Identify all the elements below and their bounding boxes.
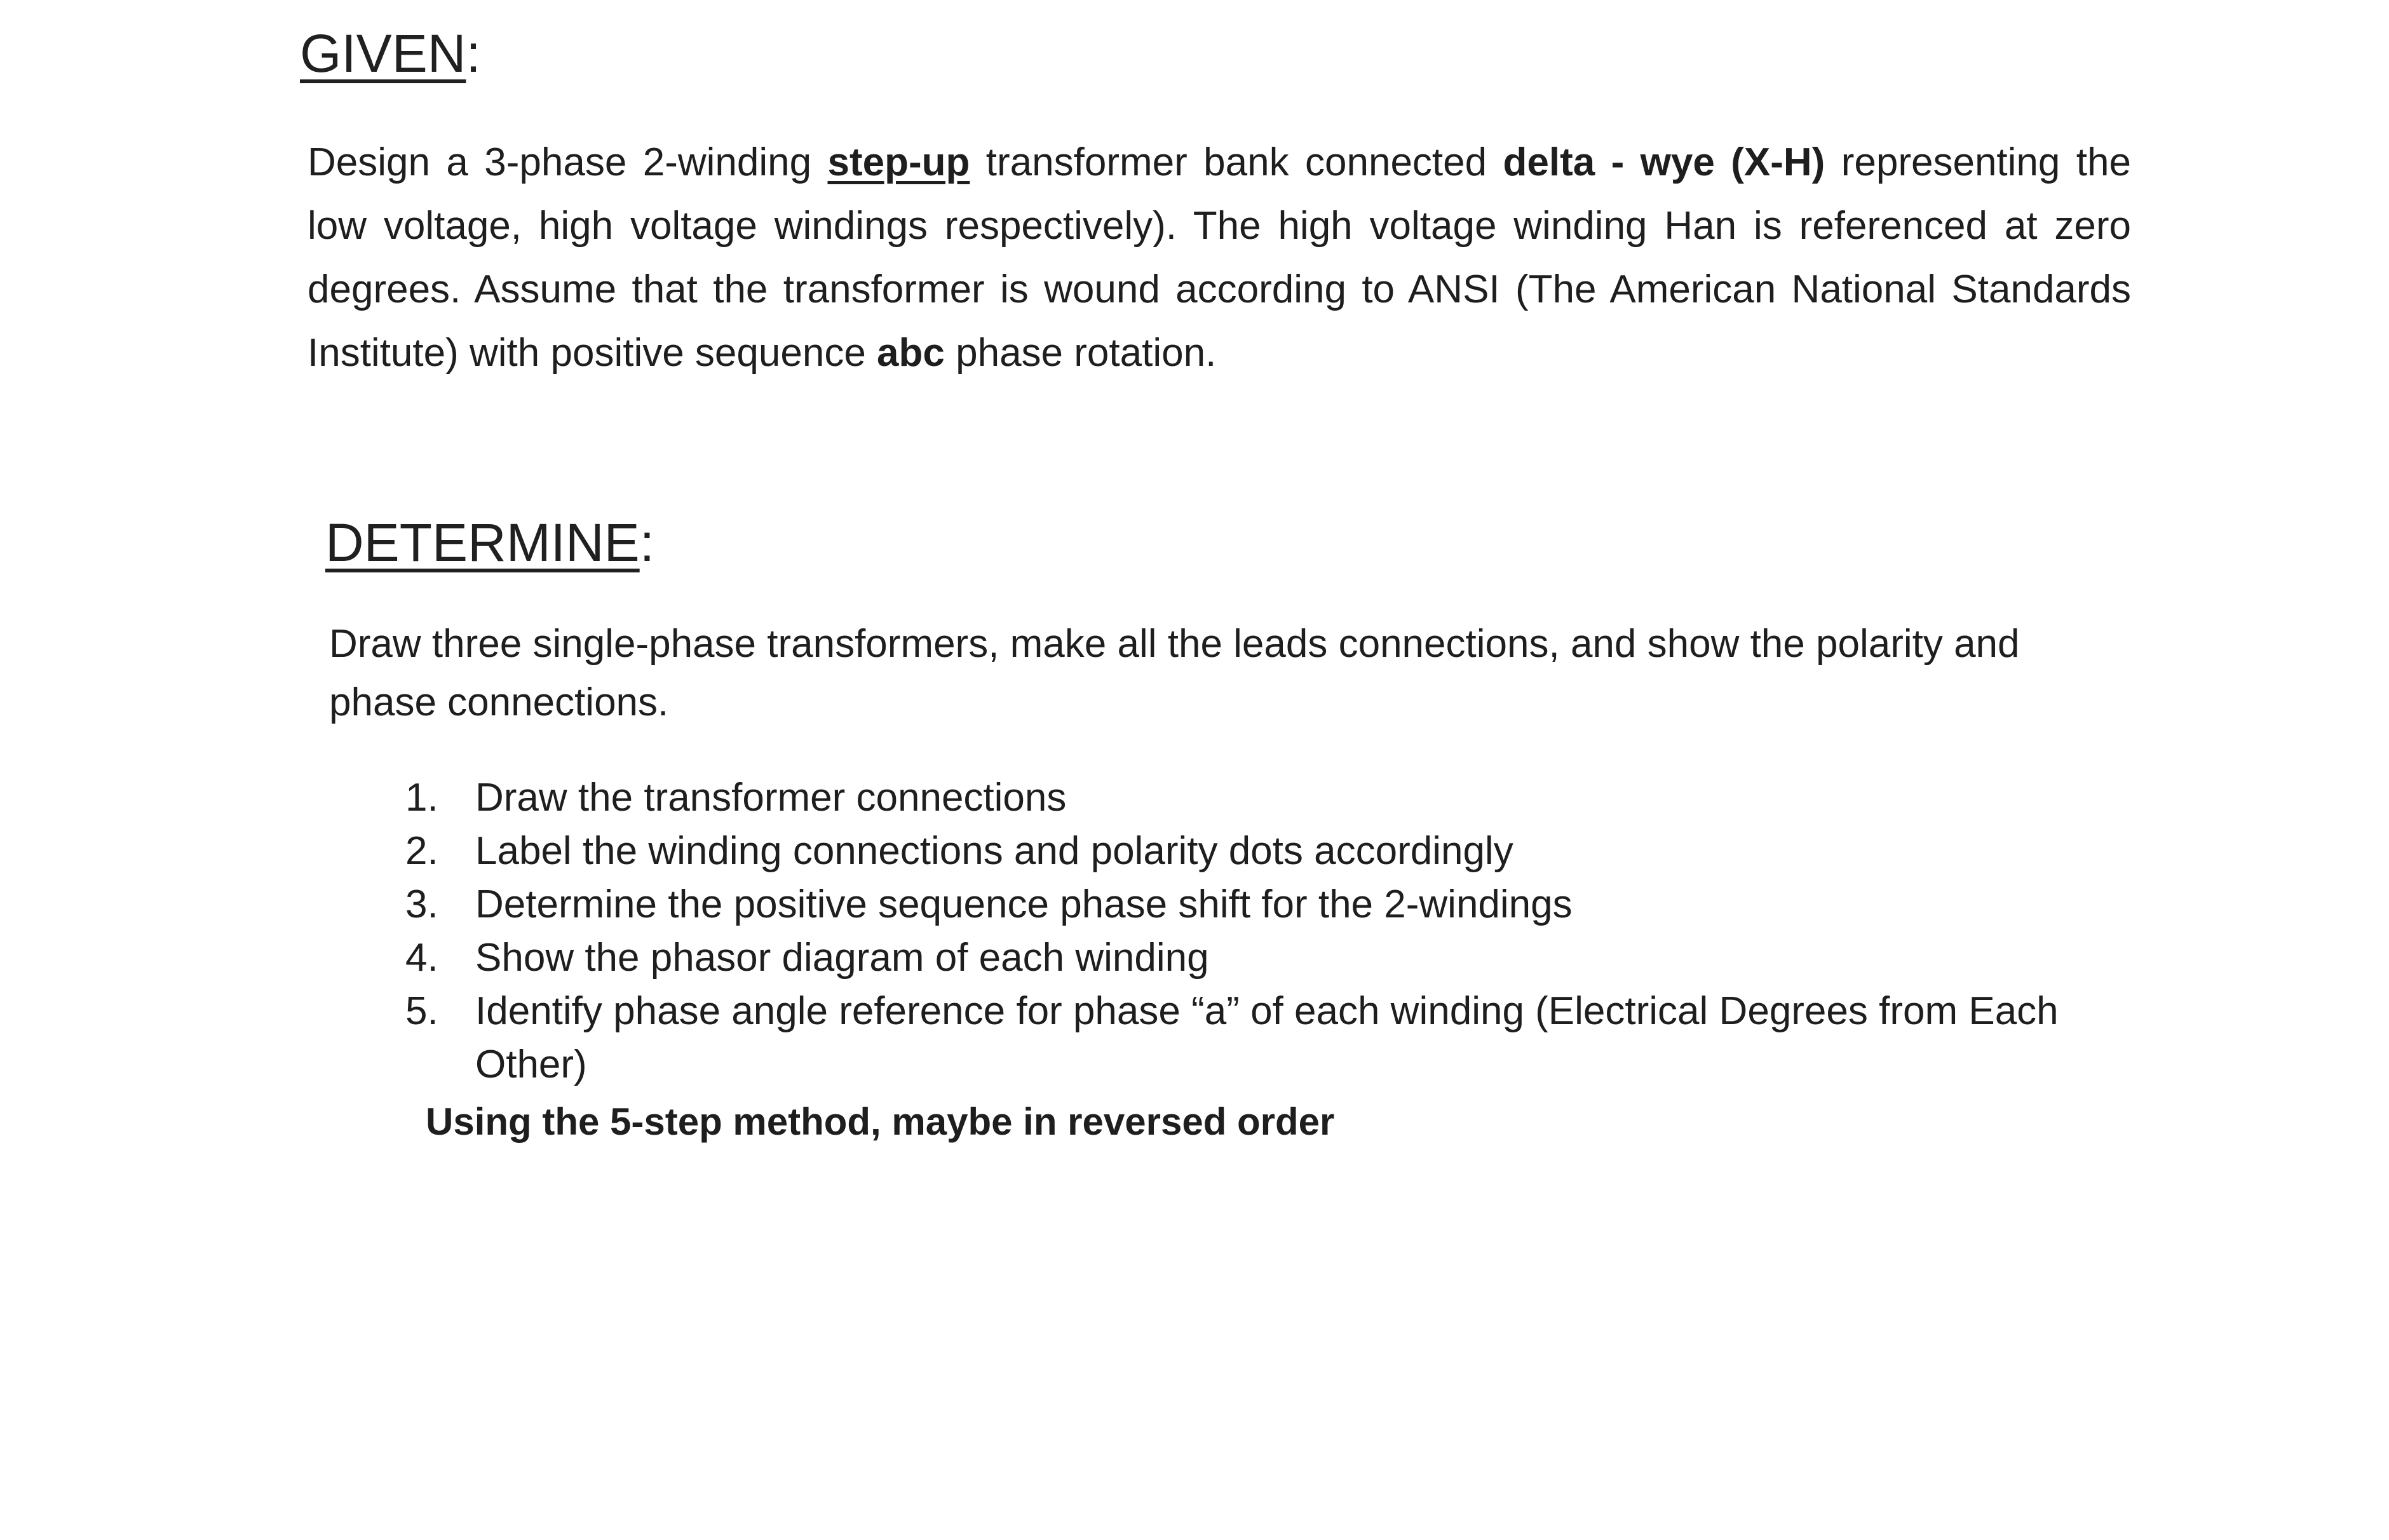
given-paragraph bbox=[308, 131, 2131, 385]
step-text: Identify phase angle reference for phase “a” of each winding (Electrical Degrees from Each Other) bbox=[475, 989, 2059, 1086]
list-item bbox=[405, 771, 2134, 825]
determine-intro: Draw three single-phase transformers, make all the leads connections, and show the polarity and phase connections. bbox=[329, 622, 2020, 724]
step-number: 5. bbox=[405, 989, 438, 1033]
given-heading-colon: : bbox=[466, 24, 481, 83]
step-number: 1. bbox=[405, 776, 438, 820]
step-text: Draw the transformer connections bbox=[475, 776, 1067, 820]
step-text: Determine the positive sequence phase shift for the 2-windings bbox=[475, 882, 1573, 926]
determine-heading-colon: : bbox=[639, 513, 655, 572]
step-number: 4. bbox=[405, 936, 438, 980]
list-item bbox=[405, 878, 2134, 931]
determine-heading-text: DETERMINE bbox=[325, 513, 640, 572]
step-up-term: step-up bbox=[827, 140, 970, 184]
steps-list bbox=[405, 771, 2134, 1091]
list-item bbox=[405, 985, 2134, 1091]
step-number: 2. bbox=[405, 829, 438, 873]
abc-term: abc bbox=[877, 331, 945, 375]
delta-wye-term: delta - wye (X-H) bbox=[1503, 140, 1825, 184]
given-text-1: Design a 3-phase 2-winding bbox=[308, 140, 828, 184]
step-text: Label the winding connections and polarity dots accordingly bbox=[475, 829, 1513, 873]
list-item bbox=[405, 825, 2134, 878]
determine-heading bbox=[325, 513, 655, 572]
given-text-3: representing the low voltage, high voltage windings respectively). The high voltage winding Han is referenced at zero degrees. Assume that the transformer is wound according to ANSI (The American National Standards Institute) with positive sequence bbox=[308, 140, 2131, 375]
given-heading-text: GIVEN bbox=[300, 24, 466, 83]
given-heading bbox=[300, 24, 481, 83]
step-number: 3. bbox=[405, 882, 438, 926]
given-text-4: phase rotation. bbox=[944, 331, 1217, 375]
list-item bbox=[405, 931, 2134, 985]
given-text-2: transformer bank connected bbox=[970, 140, 1503, 184]
method-note: Using the 5-step method, maybe in reversed order bbox=[426, 1100, 1335, 1143]
step-text: Show the phasor diagram of each winding bbox=[475, 936, 1209, 980]
